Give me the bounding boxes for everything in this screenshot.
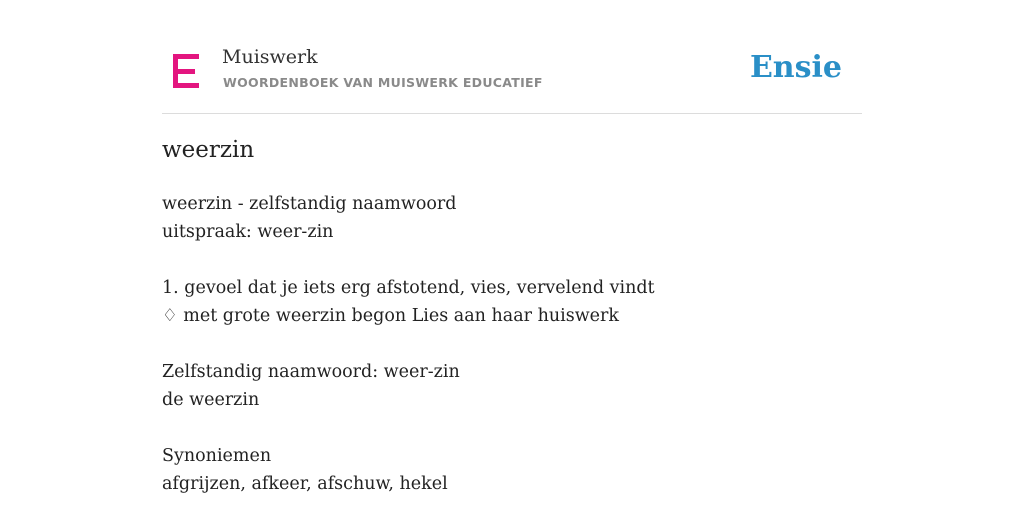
entry-line: afgrijzen, afkeer, afschuw, hekel (162, 474, 448, 494)
entry-line: ♢ met grote weerzin begon Lies aan haar huiswerk (162, 306, 619, 326)
entry-line (162, 330, 655, 358)
entry-line: 1. gevoel dat je iets erg afstotend, vies, vervelend vindt (162, 278, 655, 298)
site-header (162, 0, 862, 114)
ensie-logo-link[interactable]: Ensie (749, 50, 842, 85)
entry-line: de weerzin (162, 390, 260, 410)
entry-line: Synoniemen (162, 446, 272, 466)
page (162, 0, 862, 494)
entry-line: weerzin - zelfstandig naamwoord (162, 194, 457, 214)
entry-line: uitspraak: weer-zin (162, 222, 334, 242)
entry-line (162, 246, 655, 274)
brand-name[interactable]: Muiswerk (222, 46, 318, 68)
entry-title: weerzin (162, 137, 255, 163)
muiswerk-logo-icon[interactable] (173, 54, 199, 88)
brand-subtitle: WOORDENBOEK VAN MUISWERK EDUCATIEF (223, 75, 543, 90)
entry-line: Zelfstandig naamwoord: weer-zin (162, 362, 460, 382)
entry-line (162, 414, 655, 442)
entry-body (162, 190, 655, 498)
